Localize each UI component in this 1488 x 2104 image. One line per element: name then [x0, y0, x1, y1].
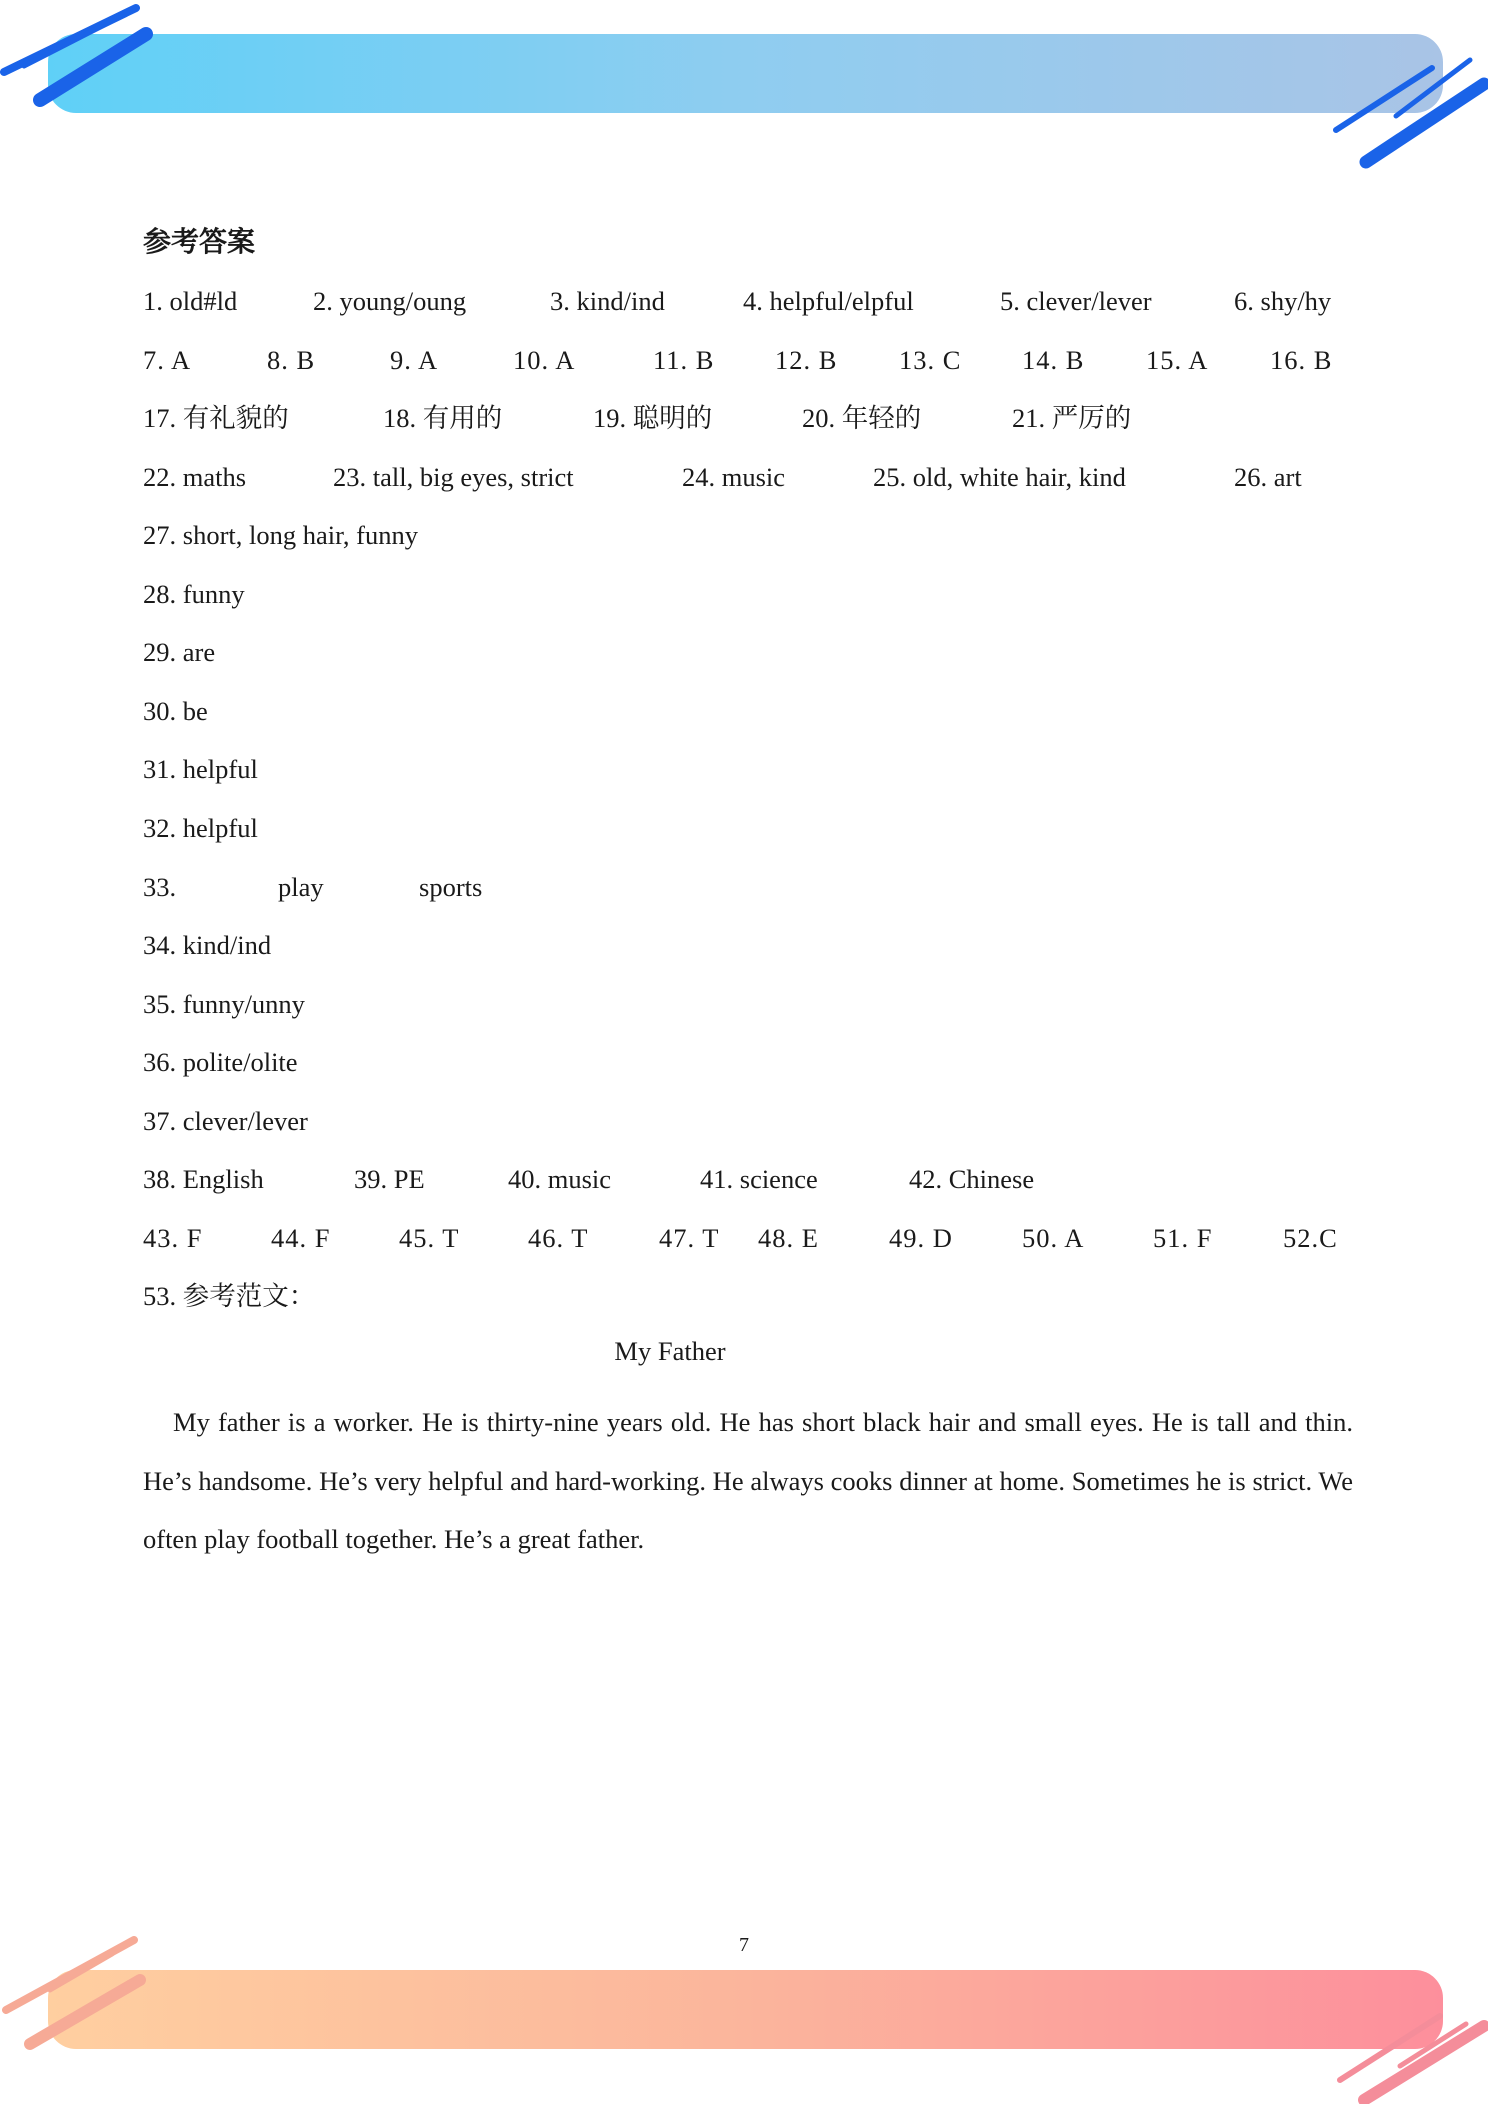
answer-item: 35. funny/unny — [143, 989, 305, 1019]
answer-item: 41. science — [700, 1164, 818, 1194]
answer-item: 3. kind/ind — [550, 286, 665, 316]
answer-item: 49. D — [889, 1223, 953, 1253]
answer-item: 40. music — [508, 1164, 612, 1194]
answer-item: 6. shy/hy — [1234, 286, 1332, 316]
answer-item: 9. A — [390, 345, 439, 375]
answer-item: 13. C — [899, 345, 962, 375]
answer-item: 50. A — [1022, 1223, 1085, 1253]
answer-item: 37. clever/lever — [143, 1106, 308, 1136]
answer-item: 11. B — [653, 345, 715, 375]
answer-item: 21. 严厉的 — [1012, 403, 1132, 433]
answer-item: 17. 有礼貌的 — [143, 403, 289, 433]
answer-item: 22. maths — [143, 462, 247, 492]
answer-item: 53. 参考范文： — [143, 1281, 316, 1311]
page-number: 7 — [739, 1934, 749, 1956]
answer-item: 4. helpful/elpful — [743, 286, 914, 316]
answer-item: 25. old, white hair, kind — [873, 462, 1126, 492]
answer-item: 28. funny — [143, 579, 245, 609]
answer-item: 30. be — [143, 696, 208, 726]
answer-item: 14. B — [1022, 345, 1085, 375]
answer-item: 5. clever/lever — [1000, 286, 1152, 316]
essay-text: My father is a worker. He is thirty-nine years old. He has short black hair and small eyes. He is tall and thin. He’s handsome. He’s very helpful and hard-working. He always cooks dinner at home. Sometimes he is strict. We often play football together. He’s a great father. — [143, 1407, 1353, 1554]
answer-key-heading: 参考答案 — [143, 225, 256, 258]
answer-item: 15. A — [1146, 345, 1209, 375]
answer-item: 39. PE — [354, 1164, 425, 1194]
answer-item: sports — [419, 872, 483, 902]
answer-item: 7. A — [143, 345, 192, 375]
answer-item: 8. B — [267, 345, 316, 375]
answer-item: 36. polite/olite — [143, 1047, 298, 1077]
answer-item: 38. English — [143, 1164, 264, 1194]
answer-item: 23. tall, big eyes, strict — [333, 462, 574, 492]
answer-item: 19. 聪明的 — [593, 403, 713, 433]
header-band — [48, 34, 1443, 113]
answer-item: 16. B — [1270, 345, 1333, 375]
answer-item: 26. art — [1234, 462, 1302, 492]
answer-item: 44. F — [271, 1223, 331, 1253]
answer-item: 43. F — [143, 1223, 203, 1253]
answer-item: 1. old#ld — [143, 286, 238, 316]
answer-item: 12. B — [775, 345, 838, 375]
answer-item: 32. helpful — [143, 813, 258, 843]
answer-item: 10. A — [513, 345, 576, 375]
answer-item: 27. short, long hair, funny — [143, 520, 418, 550]
answer-item: 24. music — [682, 462, 786, 492]
answer-item: 52.C — [1283, 1223, 1338, 1253]
answer-item: 33. — [143, 872, 177, 902]
essay-title: My Father — [614, 1336, 726, 1366]
answer-item: 29. are — [143, 637, 216, 667]
answer-item: 34. kind/ind — [143, 930, 272, 960]
answer-item: play — [278, 872, 324, 902]
answer-item: 18. 有用的 — [383, 403, 503, 433]
answer-item: 2. young/oung — [313, 286, 467, 316]
answer-item: 47. T — [659, 1223, 720, 1253]
answer-item: 31. helpful — [143, 754, 258, 784]
answer-item: 42. Chinese — [909, 1164, 1035, 1194]
answer-item: 46. T — [528, 1223, 589, 1253]
answer-item: 20. 年轻的 — [802, 403, 922, 433]
answer-item: 45. T — [399, 1223, 460, 1253]
footer-band — [48, 1970, 1443, 2049]
answer-item: 48. E — [758, 1223, 819, 1253]
answer-item: 51. F — [1153, 1223, 1213, 1253]
